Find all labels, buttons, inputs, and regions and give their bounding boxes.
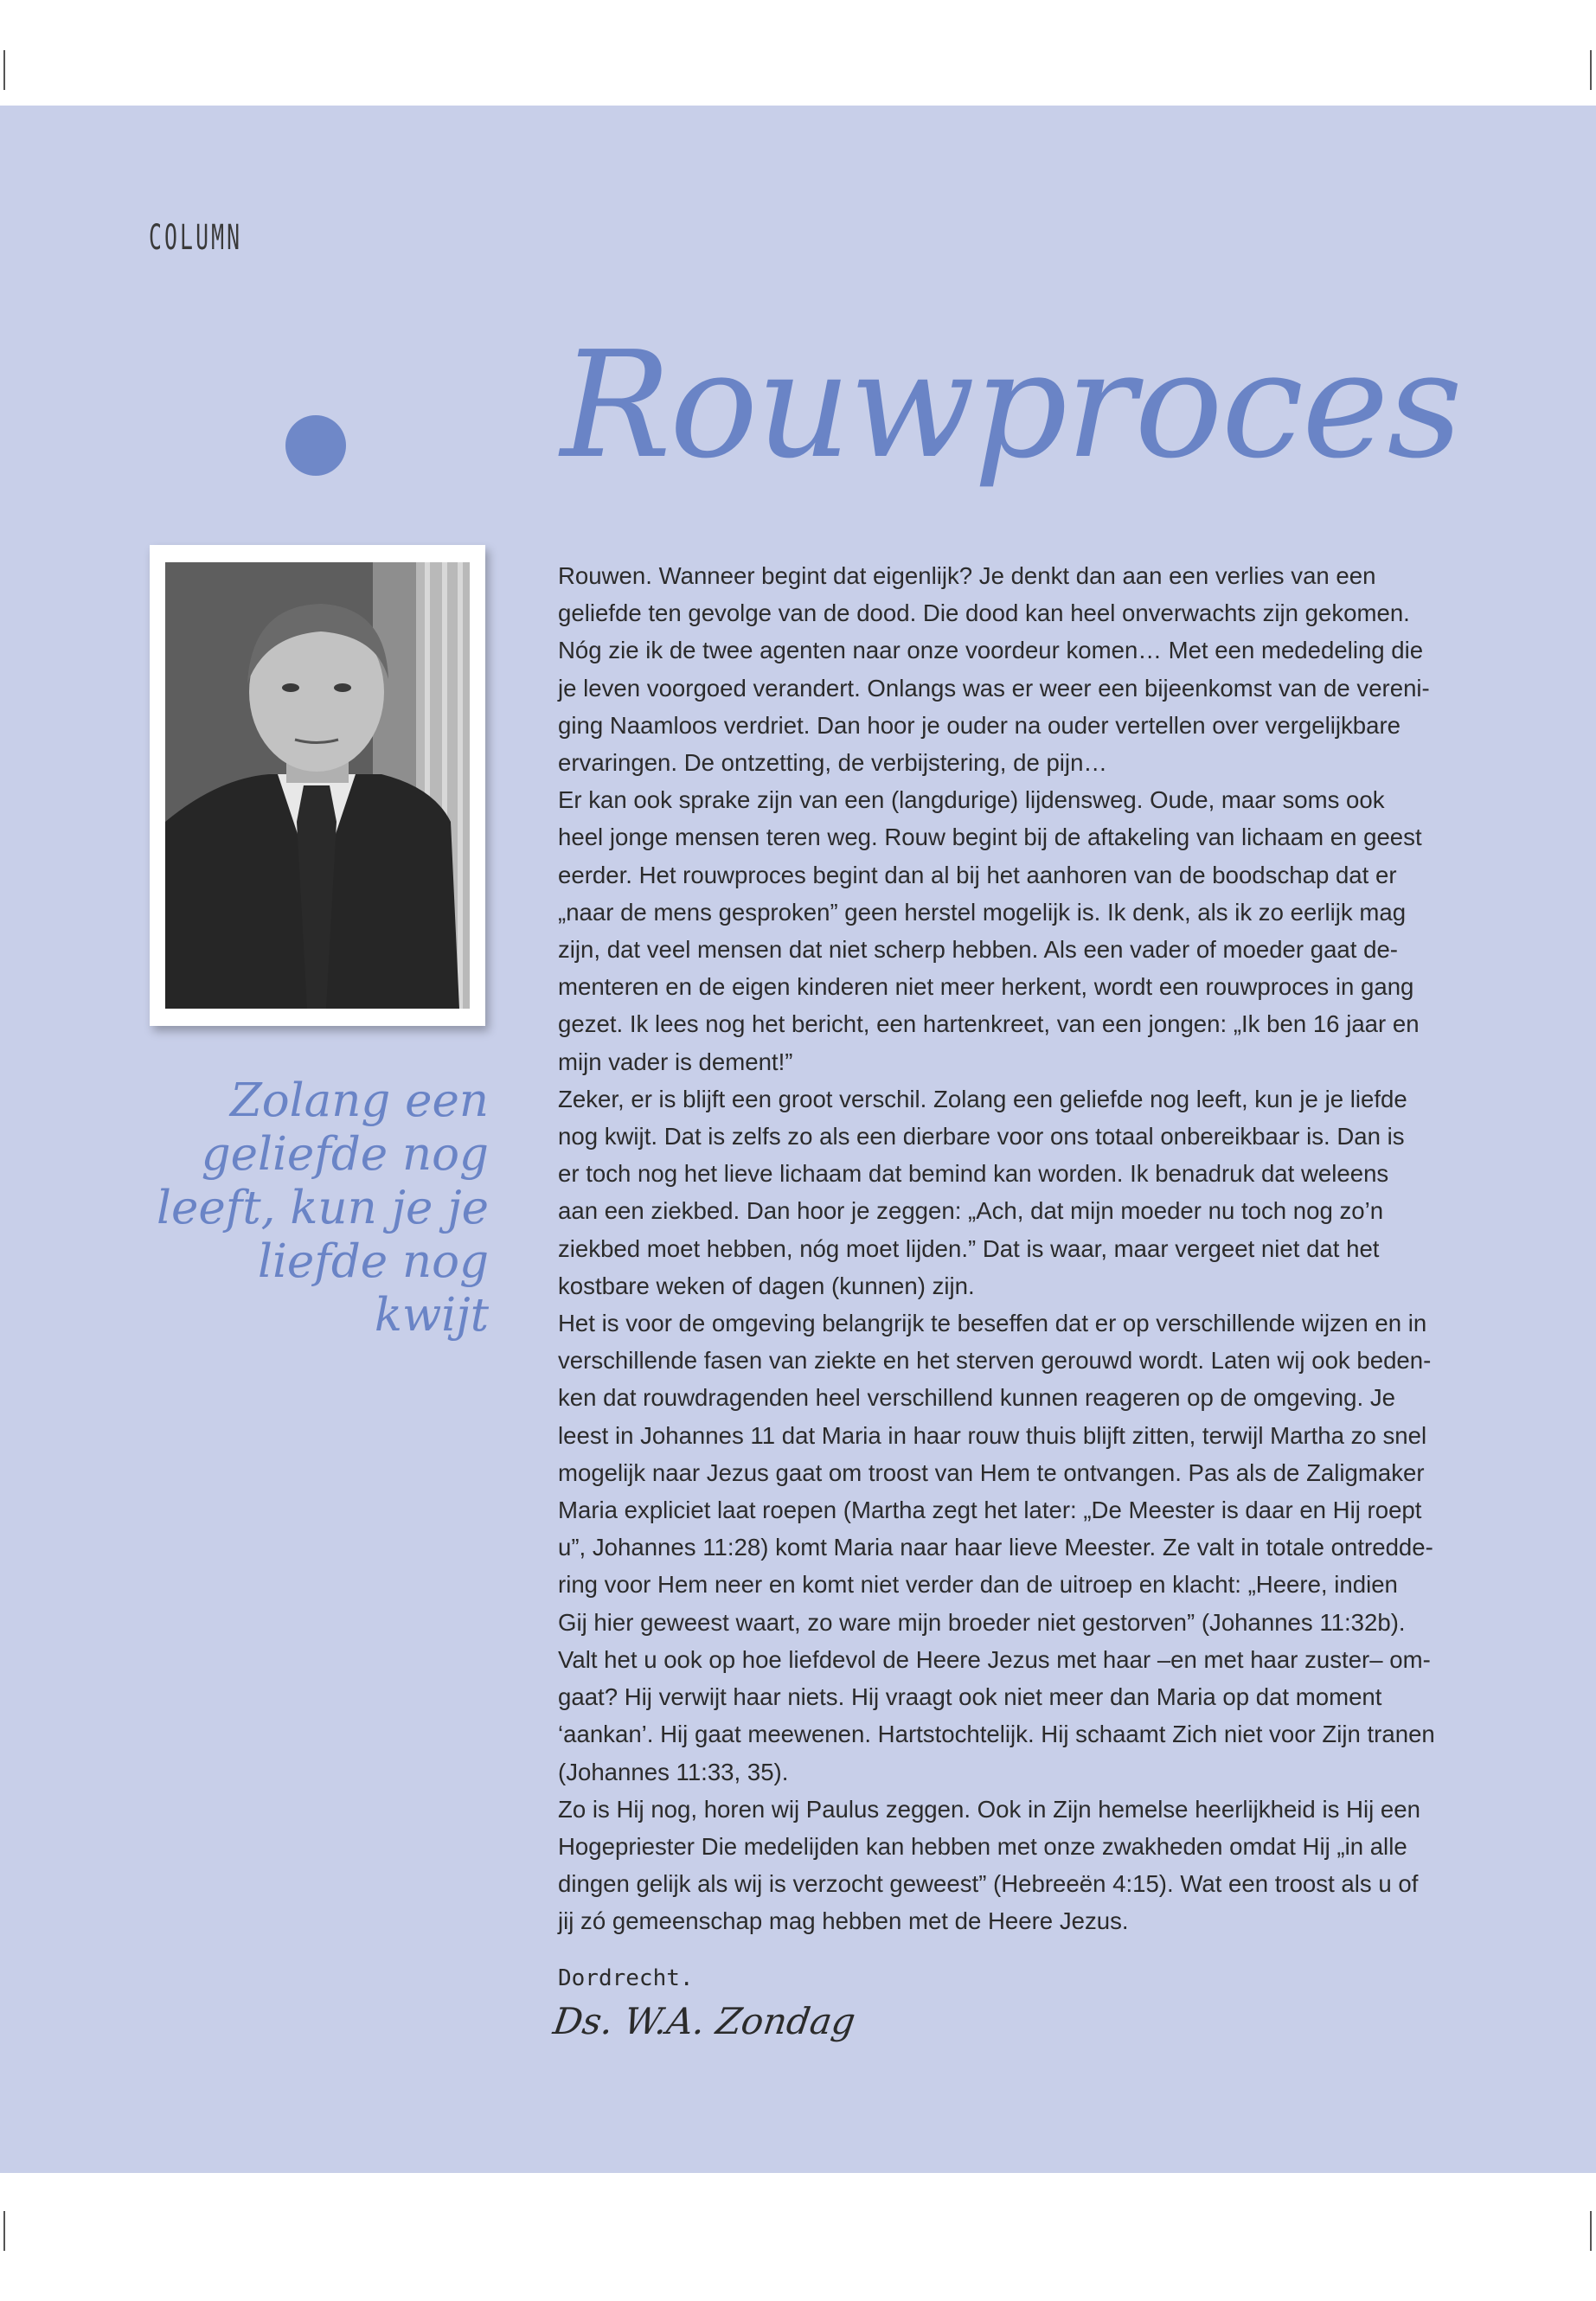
body-line: kostbare weken of dagen (kunnen) zijn.: [558, 1272, 975, 1299]
body-line: leest in Johannes 11 dat Maria in haar rouw thuis blijft zitten, terwijl Martha zo snel: [558, 1421, 1427, 1449]
article-body: [558, 557, 1458, 1940]
pin-icon: [285, 415, 346, 476]
section-label: COLUMN: [149, 218, 243, 258]
body-line: ring voor Hem neer en komt niet verder dan de uitroep en klacht: „Heere, indien: [558, 1571, 1398, 1599]
signature-place: Dordrecht.: [558, 1965, 694, 1991]
body-line: (Johannes 11:33, 35).: [558, 1758, 789, 1785]
body-line: Nóg zie ik de twee agenten naar onze voordeur komen… Met een mededeling die: [558, 637, 1424, 664]
magazine-page: [0, 106, 1596, 2173]
body-line: ‘aankan’. Hij gaat meewenen. Hartstochtelijk. Hij schaamt Zich niet voor Zijn tranen: [558, 1721, 1435, 1748]
body-line: Zo is Hij nog, horen wij Paulus zeggen. Ook in Zijn hemelse heerlijkheid is Hij een: [558, 1795, 1420, 1823]
body-line: ziekbed moet hebben, nóg moet lijden.” Dat is waar, maar vergeet niet dat het: [558, 1234, 1380, 1262]
body-line: Rouwen. Wanneer begint dat eigenlijk? Je denkt dan aan een verlies van een: [558, 562, 1376, 589]
body-line: verschillende fasen van ziekte en het sterven gerouwd wordt. Laten wij ook beden-: [558, 1347, 1432, 1375]
body-line: eerder. Het rouwproces begint dan al bij het aanhoren van de boodschap dat er: [558, 861, 1397, 888]
body-line: mijn vader is dement!”: [558, 1048, 793, 1075]
author-photo: [165, 562, 470, 1009]
body-line: „naar de mens gesproken” geen herstel mogelijk is. Ik denk, als ik zo eerlijk mag: [558, 898, 1407, 926]
body-line: menteren en de eigen kinderen niet meer herkent, wordt een rouwproces in gang: [558, 973, 1414, 1001]
body-line: er toch nog het lieve lichaam dat bemind kan worden. Ik benadruk dat weleens: [558, 1160, 1389, 1188]
body-line: mogelijk naar Jezus gaat om troost van Hem te ontvangen. Pas als de Zaligmaker: [558, 1458, 1425, 1486]
body-line: zijn, dat veel mensen dat niet scherp hebben. Als een vader of moeder gaat de-: [558, 936, 1398, 964]
portrait-image: [165, 562, 470, 1009]
body-line: ervaringen. De ontzetting, de verbijstering, de pijn…: [558, 749, 1108, 777]
body-line: je leven voorgoed verandert. Onlangs was er weer een bijeenkomst van de vereni-: [558, 674, 1430, 702]
body-line: ken dat rouwdragenden heel verschillend kunnen reageren op de omgeving. Je: [558, 1384, 1395, 1412]
crop-mark-bottom-left: [3, 2211, 5, 2251]
crop-mark-top-right: [1590, 50, 1592, 90]
body-line: Gij hier geweest waart, zo ware mijn broeder niet gestorven” (Johannes 11:32b).: [558, 1608, 1406, 1636]
body-line: aan een ziekbed. Dan hoor je zeggen: „Ach, dat mijn moeder nu toch nog zo’n: [558, 1197, 1384, 1225]
body-line: dingen gelijk als wij is verzocht geweest” (Hebreeën 4:15). Wat een troost als u of: [558, 1870, 1419, 1898]
body-line: Het is voor de omgeving belangrijk te beseffen dat er op verschillende wijzen en in: [558, 1310, 1427, 1337]
body-line: heel jonge mensen teren weg. Rouw begint bij de aftakeling van lichaam en geest: [558, 824, 1422, 851]
body-line: Maria expliciet laat roepen (Martha zegt het later: „De Meester is daar en Hij roept: [558, 1497, 1422, 1524]
body-line: Er kan ook sprake zijn van een (langdurige) lijdensweg. Oude, maar soms ook: [558, 786, 1385, 814]
article-title: Rouwproces: [561, 320, 1461, 491]
body-line: Hogepriester Die medelijden kan hebben met onze zwakheden omdat Hij „in alle: [558, 1832, 1407, 1860]
crop-mark-top-left: [3, 50, 5, 90]
body-line: ging Naamloos verdriet. Dan hoor je ouder na ouder vertellen over vergelijkbare: [558, 711, 1401, 739]
body-line: gaat? Hij verwijt haar niets. Hij vraagt ook niet meer dan Maria op dat moment: [558, 1683, 1382, 1711]
body-line: Zeker, er is blijft een groot verschil. Zolang een geliefde nog leeft, kun je je liefde: [558, 1085, 1407, 1112]
crop-mark-bottom-right: [1590, 2211, 1592, 2251]
body-line: u”, Johannes 11:28) komt Maria naar haar lieve Meester. Ze valt in totale ontredde-: [558, 1534, 1433, 1561]
body-line: gezet. Ik lees nog het bericht, een hartenkreet, van een jongen: „Ik ben 16 jaar en: [558, 1010, 1420, 1038]
author-photo-frame: [150, 545, 485, 1026]
author-signature: Ds. W.A. Zondag: [550, 2000, 858, 2042]
pull-quote: Zolang een geliefde nog leeft, kun je je liefde nog kwijt: [157, 1074, 489, 1342]
body-line: geliefde ten gevolge van de dood. Die dood kan heel onverwachts zijn gekomen.: [558, 599, 1410, 627]
body-line: Valt het u ook op hoe liefdevol de Heere Jezus met haar –en met haar zuster– om-: [558, 1645, 1431, 1673]
body-line: jij zó gemeenschap mag hebben met de Heere Jezus.: [558, 1907, 1129, 1935]
body-line: nog kwijt. Dat is zelfs zo als een dierbare voor ons totaal onbereikbaar is. Dan is: [558, 1123, 1405, 1150]
